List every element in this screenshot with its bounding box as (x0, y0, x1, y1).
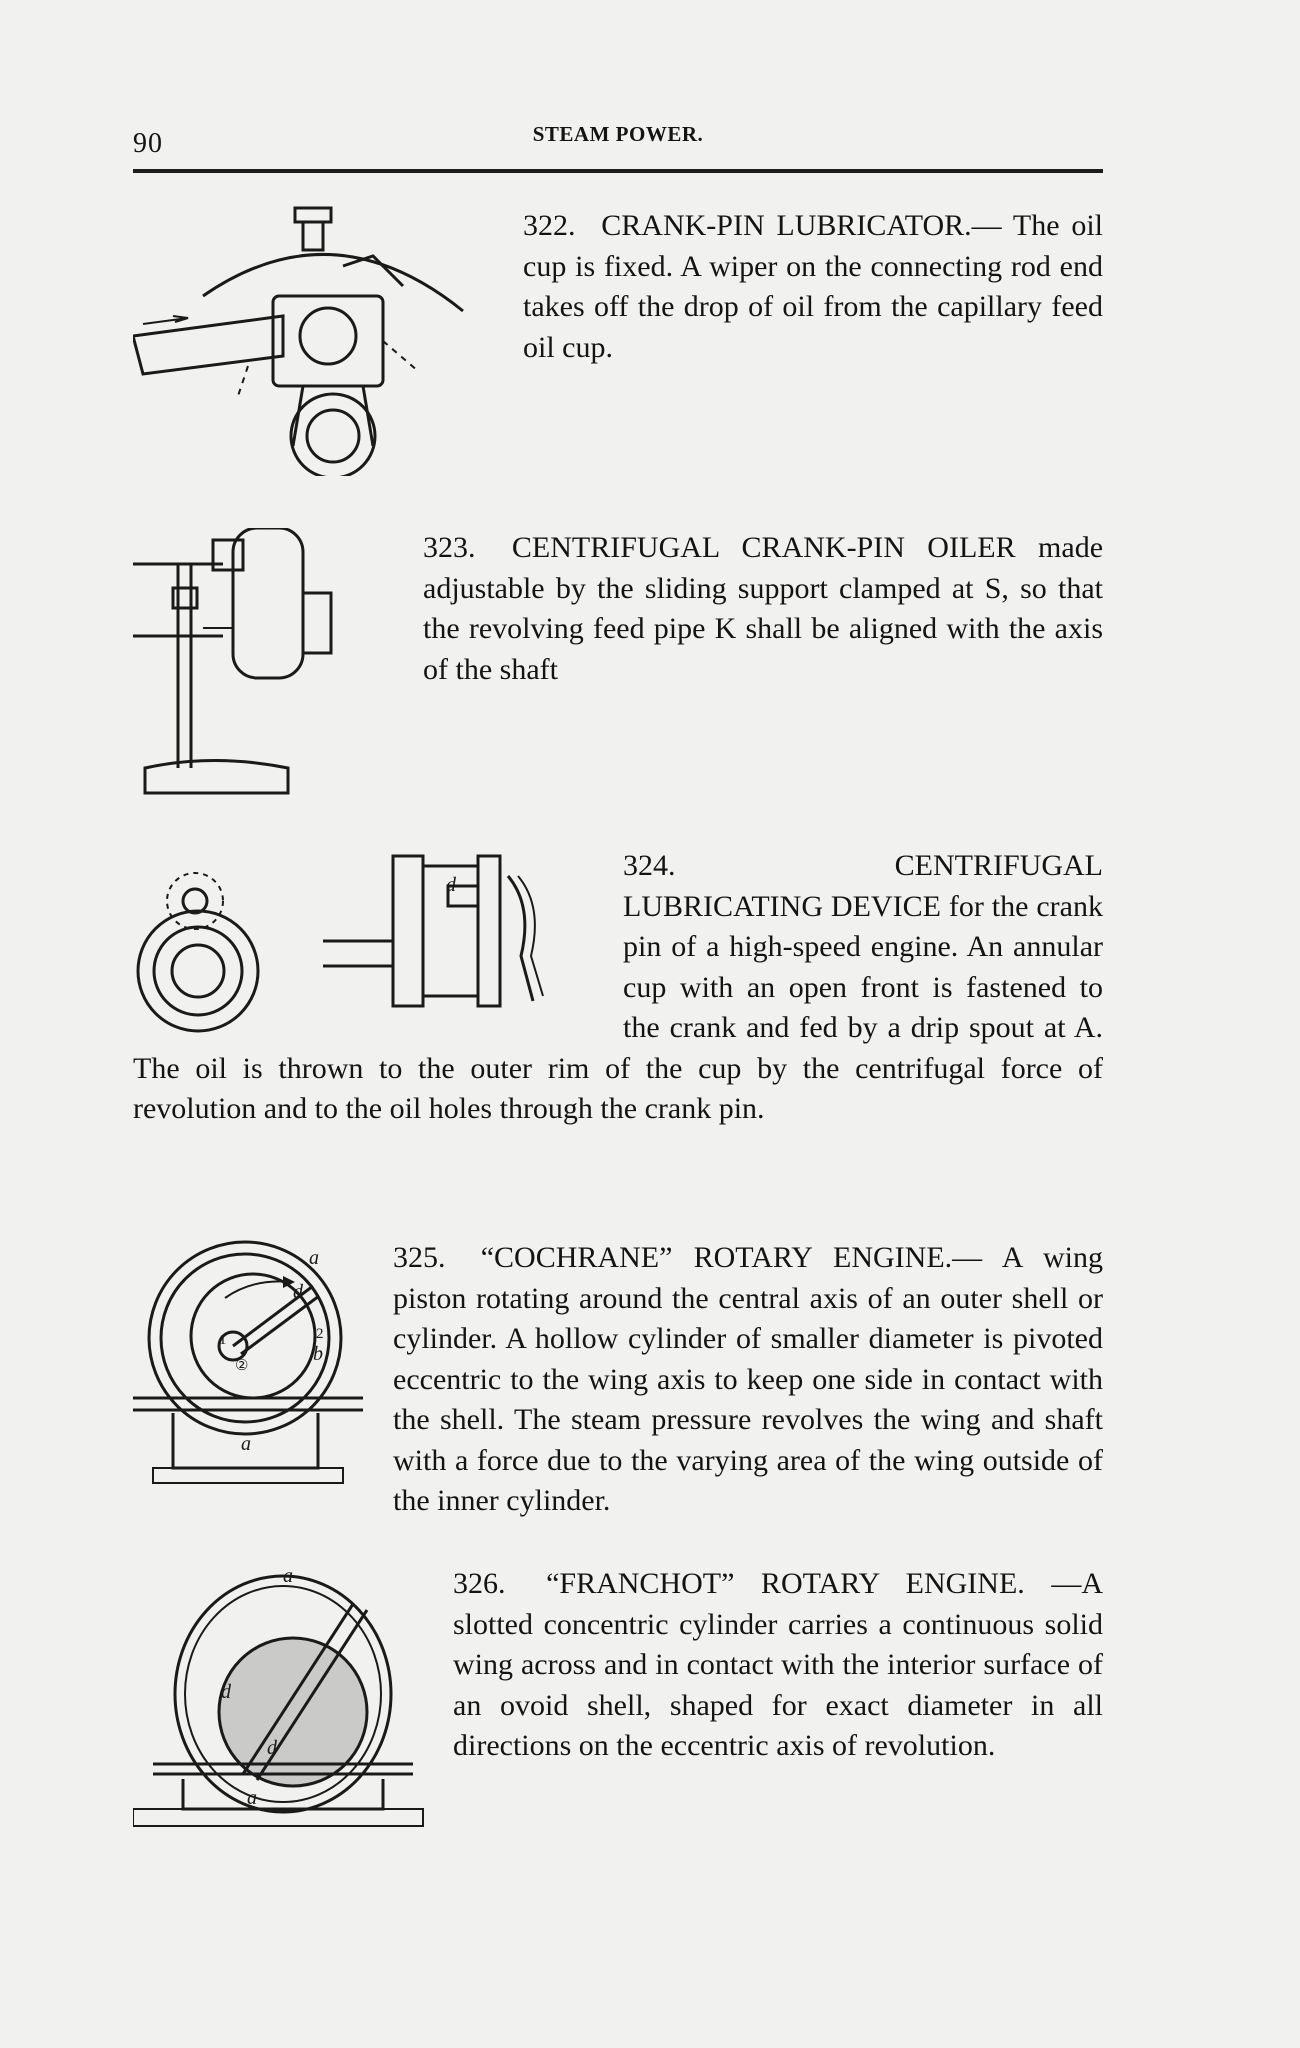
label-d: d (293, 1281, 303, 1303)
section-323-number: 323. (423, 531, 476, 564)
section-322-number: 322. (523, 209, 576, 242)
section-323-body: made adjustable by the sliding support clamped at S, so that the revolving feed pipe K shall be aligned with the axis of the shaft (423, 531, 1104, 686)
section-322-body: The oil cup is fixed. A wiper on the connecting rod end takes off the drop of oil from the capillary feed oil cup. (523, 209, 1103, 364)
section-326-body: —A slotted concentric cylinder carries a continuous solid wing across and in contact with the interior surface of an ovoid shell, shaped for exact diameter in all directions on the eccentric axis of revolution. (453, 1567, 1104, 1762)
franchot-rotary-engine-illustration (133, 1564, 433, 1844)
header-rule (133, 169, 1103, 173)
section-324-number: 324. (623, 849, 676, 882)
section-326 (133, 1564, 1103, 1844)
section-325-number: 325. (393, 1241, 446, 1274)
label-2-circled: ② (235, 1358, 249, 1374)
centrifugal-lubricating-device-illustration (133, 846, 603, 1041)
cochrane-rotary-engine-illustration (133, 1238, 373, 1500)
label-a-top: a (309, 1247, 319, 1269)
page-header (133, 122, 1103, 174)
section-324 (133, 846, 1103, 1130)
section-323 (133, 528, 1103, 808)
running-head: STEAM POWER. (532, 122, 704, 146)
section-326-title: “FRANCHOT” ROTARY ENGINE. (546, 1567, 1025, 1600)
section-325-title: “COCHRANE” ROTARY ENGINE.— (480, 1241, 983, 1274)
centrifugal-oiler-illustration (133, 528, 423, 808)
section-324-body: for the crank pin of a high-speed engine. An annular cup with an open front is fastened to the crank and fed by a drip spout at A. The oil is thrown to the outer rim of the cup by the centrifugal force of revolution and to the oil holes through the crank pin. (133, 889, 1103, 1125)
label-a-base: a (247, 1787, 257, 1809)
section-322-title: CRANK-PIN LUBRICATOR.— (601, 209, 1002, 242)
label-2: 2 (316, 1326, 324, 1342)
section-326-number: 326. (453, 1567, 506, 1600)
label-d-1: d (221, 1681, 231, 1703)
crank-pin-lubricator-illustration (133, 206, 523, 476)
page-number: 90 (133, 128, 163, 159)
label-a-top: a (283, 1565, 293, 1587)
section-322 (133, 206, 1103, 476)
section-325-body: A wing piston rotating around the central axis of an outer shell or cylinder. A hollow cylinder of smaller diameter is pivoted eccentric to the wing axis to keep one side in contact with the shell. The steam pressure revolves the wing and shaft with a force due to the varying area of the wing outside of the inner cylinder. (393, 1241, 1103, 1517)
label-a-base: a (241, 1433, 251, 1455)
label-1: 1 (219, 1332, 227, 1348)
section-324-title: CENTRIFUGAL LUBRICATING DEVICE (623, 849, 1103, 923)
cup-label: d (446, 874, 456, 896)
section-325 (133, 1238, 1103, 1522)
section-323-title: CENTRIFUGAL CRANK-PIN OILER (511, 531, 1016, 564)
label-d-2: d (267, 1737, 277, 1759)
label-b: b (313, 1343, 323, 1365)
